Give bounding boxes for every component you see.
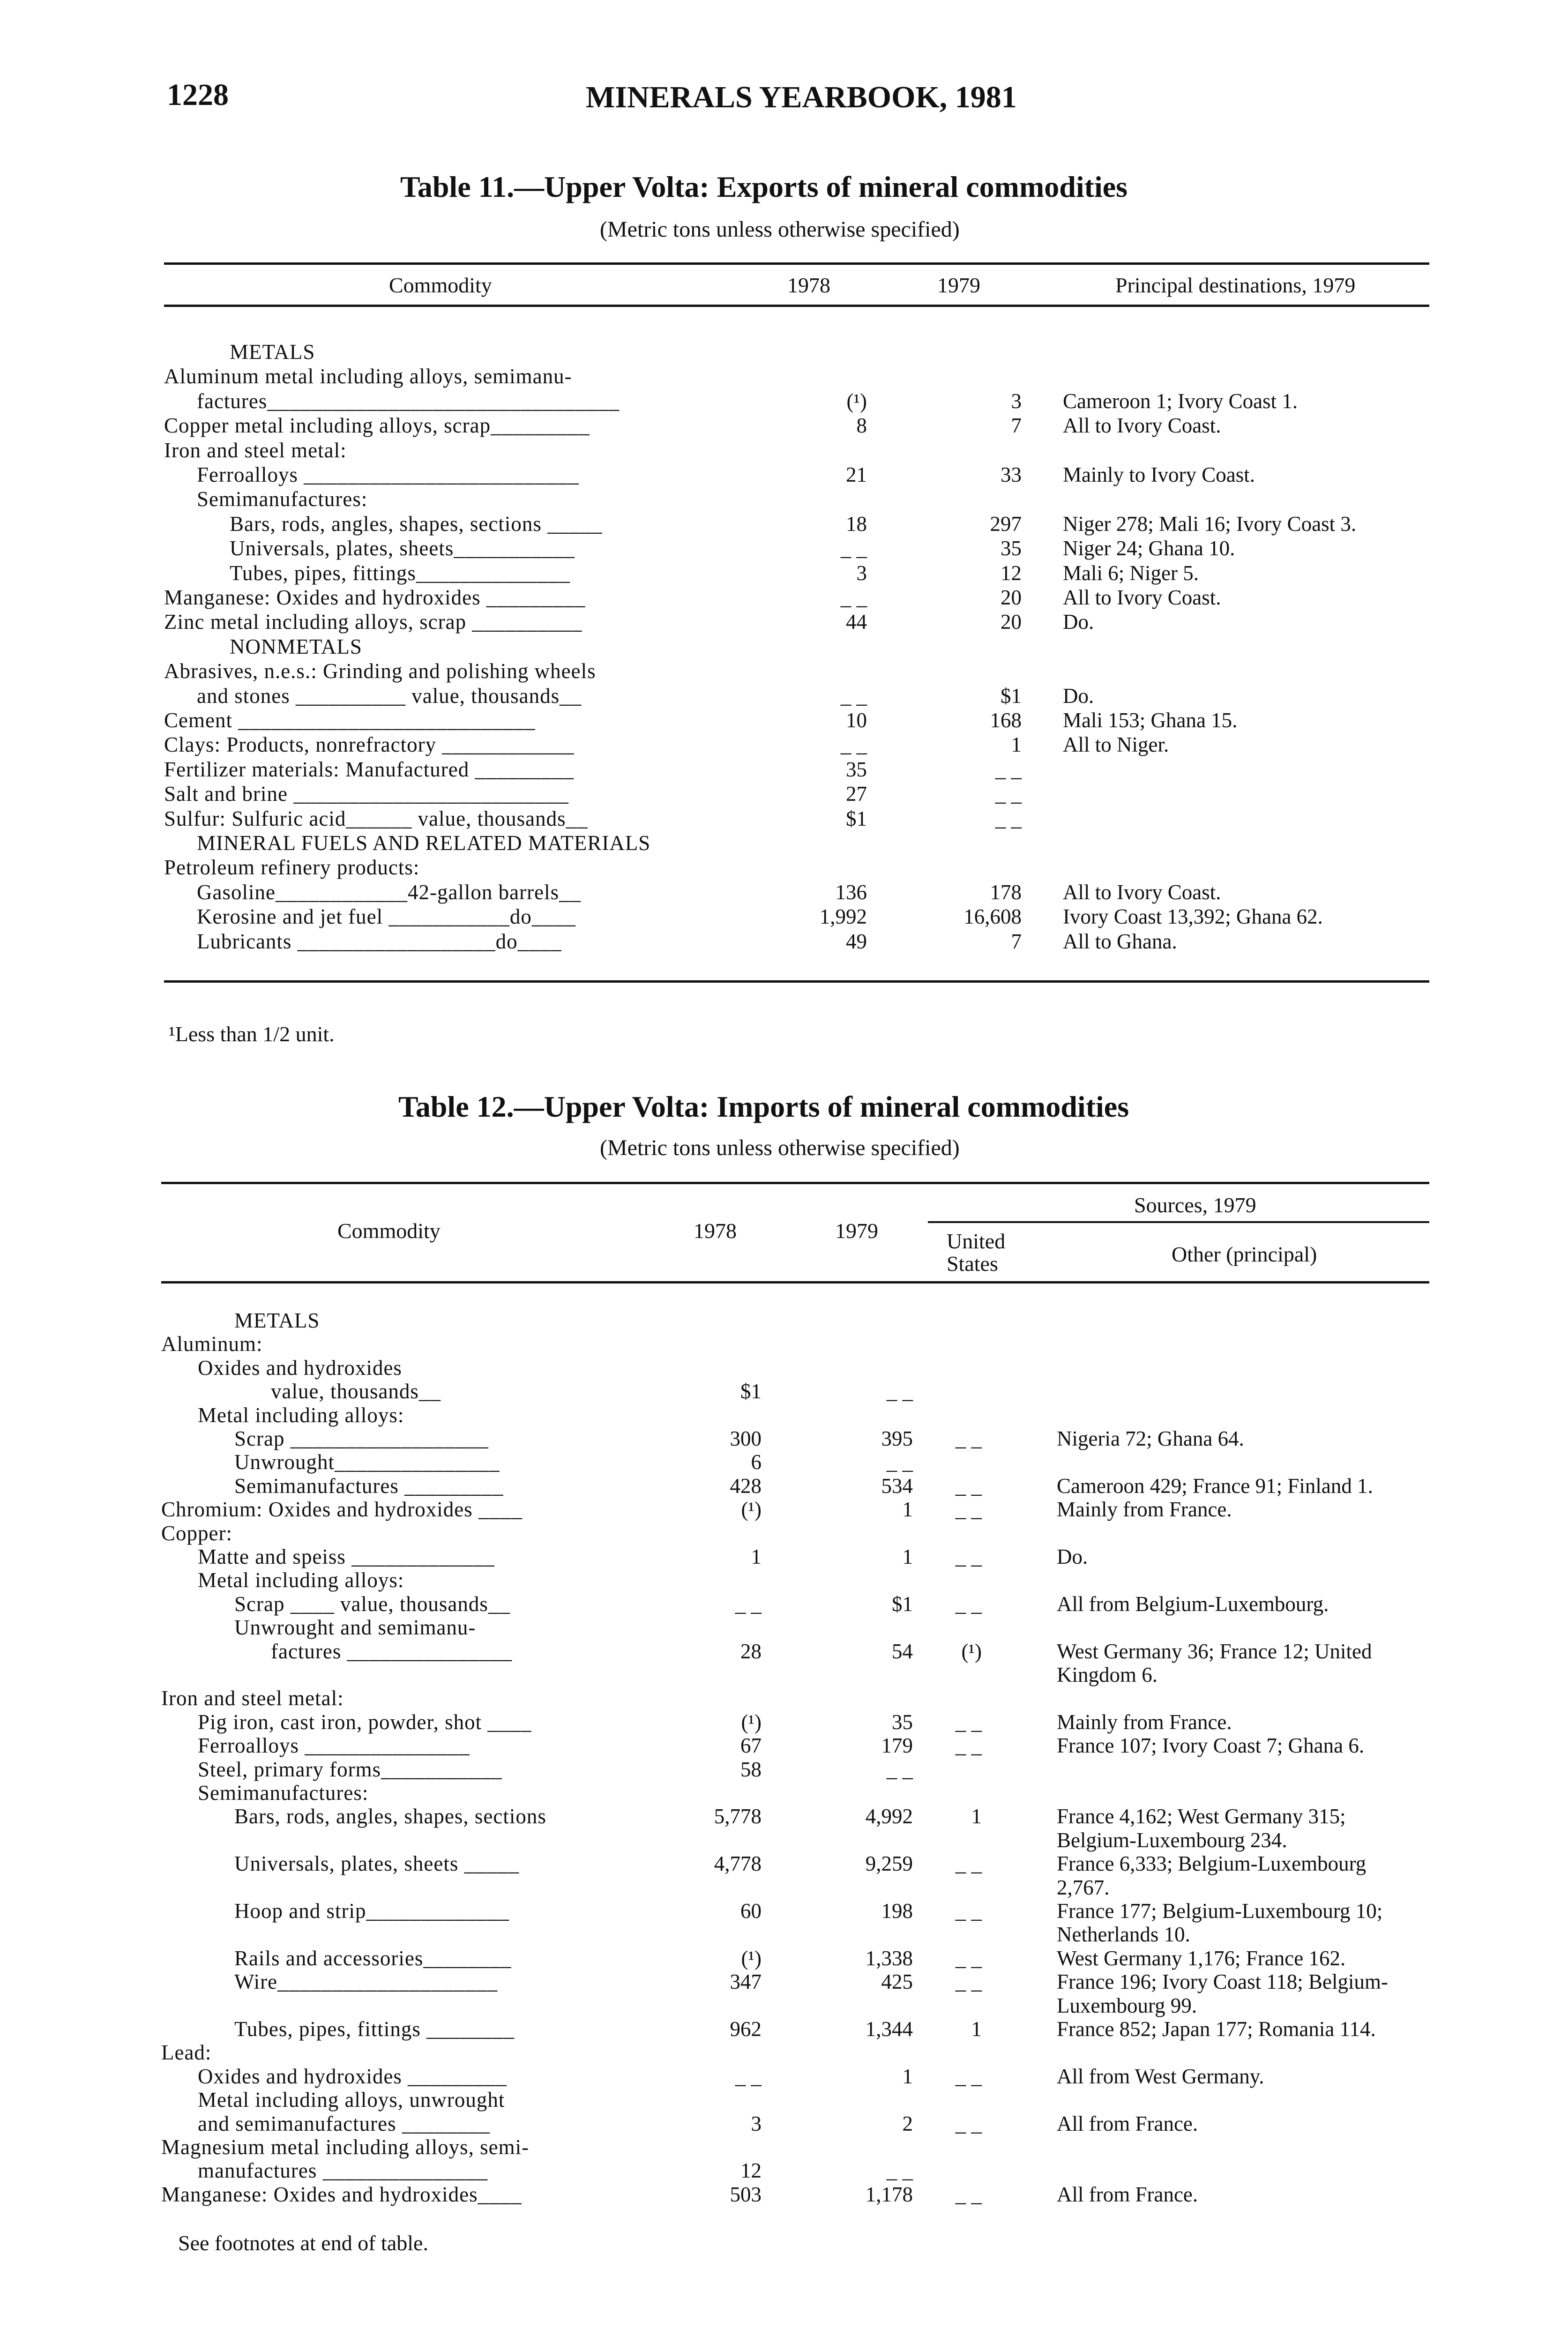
value-1978-cell: 35 <box>846 757 867 781</box>
destination-cell: All to Niger. <box>1063 733 1169 757</box>
value-1979-cell: 1 <box>902 1498 913 1522</box>
value-1979-cell: _ _ <box>886 1757 913 1781</box>
table-row <box>0 1946 1568 1970</box>
value-1978-cell: 27 <box>846 782 867 806</box>
commodity-cell: Universals, plates, sheets _____ <box>234 1852 520 1876</box>
table12-see-footnotes: See footnotes at end of table. <box>178 2231 428 2255</box>
table-row <box>0 1639 1568 1664</box>
table11-header-rule <box>164 305 1429 307</box>
table12-col-united: United <box>947 1229 1006 1253</box>
destination-cell: Ivory Coast 13,392; Ghana 62. <box>1063 905 1323 929</box>
value-1979-cell: 20 <box>1001 610 1022 634</box>
table-row <box>0 487 1568 511</box>
table-row <box>0 1710 1568 1734</box>
table-row <box>0 880 1568 904</box>
table-row <box>0 1804 1568 1828</box>
destination-cell: Niger 24; Ghana 10. <box>1063 537 1235 560</box>
united-states-cell: _ _ <box>955 1946 982 1970</box>
value-1979-cell: _ _ <box>886 1380 913 1403</box>
table-row <box>0 1686 1568 1710</box>
value-1978-cell: 136 <box>835 880 867 904</box>
value-1978-cell: 67 <box>740 1734 762 1758</box>
value-1979-cell: 198 <box>881 1899 913 1923</box>
other-sources-cell: France 107; Ivory Coast 7; Ghana 6. <box>1057 1734 1365 1758</box>
other-sources-cell: All from France. <box>1057 2112 1198 2135</box>
destination-cell: Mali 153; Ghana 15. <box>1063 709 1238 732</box>
value-1978-cell: (¹) <box>741 1498 762 1522</box>
commodity-cell: Manganese: Oxides and hydroxides _________ <box>164 586 586 609</box>
value-1978-cell: 21 <box>846 463 867 486</box>
table-row <box>0 536 1568 560</box>
table-row <box>0 904 1568 929</box>
commodity-cell: factures _______________ <box>271 1639 513 1663</box>
value-1979-cell: _ _ <box>995 782 1022 806</box>
value-1979-cell: 1 <box>902 1545 913 1568</box>
united-states-cell: 1 <box>971 2017 982 2041</box>
commodity-cell: Metal including alloys: <box>198 1403 404 1427</box>
value-1979-cell: 1 <box>902 2064 913 2088</box>
table-row <box>0 1970 1568 1994</box>
commodity-cell: Chromium: Oxides and hydroxides ____ <box>161 1498 523 1522</box>
table11-bottom-rule <box>164 980 1429 983</box>
commodity-cell: Steel, primary forms___________ <box>198 1757 502 1781</box>
commodity-cell: Aluminum metal including alloys, semimanu- <box>164 365 572 388</box>
table-row <box>0 1450 1568 1474</box>
table12-top-rule <box>161 1182 1429 1184</box>
commodity-cell: Zinc metal including alloys, scrap __________ <box>164 610 582 634</box>
value-1978-cell: _ _ <box>840 684 867 708</box>
commodity-cell: Oxides and hydroxides <box>198 1356 402 1380</box>
united-states-cell: _ _ <box>955 1427 982 1450</box>
table11-col-destinations: Principal destinations, 1979 <box>1115 273 1356 297</box>
table-row <box>0 1403 1568 1427</box>
value-1979-cell: 7 <box>1011 929 1022 953</box>
table-row <box>0 684 1568 708</box>
table12-title: Table 12.—Upper Volta: Imports of mineral commodities <box>398 1090 1129 1123</box>
value-1978-cell: 6 <box>751 1450 762 1474</box>
commodity-cell: Bars, rods, angles, shapes, sections _____ <box>230 512 603 536</box>
value-1979-cell: 35 <box>892 1710 913 1734</box>
commodity-cell: Rails and accessories________ <box>234 1946 512 1970</box>
value-1978-cell: 347 <box>730 1970 762 1994</box>
commodity-cell: Iron and steel metal: <box>164 438 347 462</box>
commodity-cell: Gasoline____________42-gallon barrels__ <box>197 880 582 904</box>
united-states-cell: _ _ <box>955 2064 982 2088</box>
value-1979-cell: 7 <box>1011 414 1022 438</box>
value-1978-cell: 428 <box>730 1474 762 1498</box>
table-row <box>0 2040 1568 2065</box>
value-1978-cell: 503 <box>730 2182 762 2206</box>
page-number: 1228 <box>167 78 229 112</box>
table-row <box>0 855 1568 880</box>
table11-col-commodity: Commodity <box>389 273 492 297</box>
value-1979-cell: 168 <box>990 709 1022 732</box>
value-1979-cell: 16,608 <box>963 905 1022 929</box>
commodity-cell: Abrasives, n.e.s.: Grinding and polishing wheels <box>164 659 596 683</box>
commodity-cell: and semimanufactures ________ <box>198 2112 490 2135</box>
table-row <box>0 1615 1568 1640</box>
value-1979-cell: 4,992 <box>865 1805 913 1828</box>
united-states-cell: _ _ <box>955 2182 982 2206</box>
commodity-cell: Fertilizer materials: Manufactured _________ <box>164 757 574 781</box>
commodity-cell: Pig iron, cast iron, powder, shot ____ <box>198 1710 532 1734</box>
commodity-cell: manufactures _______________ <box>198 2159 488 2183</box>
value-1978-cell: _ _ <box>840 733 867 757</box>
table-row <box>0 585 1568 610</box>
other-sources-cell: Cameroon 429; France 91; Finland 1. <box>1057 1474 1373 1498</box>
commodity-cell: Matte and speiss _____________ <box>198 1545 495 1568</box>
table12-header-rule <box>161 1281 1429 1283</box>
commodity-cell: Petroleum refinery products: <box>164 856 420 880</box>
destination-cell: Cameroon 1; Ivory Coast 1. <box>1063 389 1298 413</box>
value-1979-cell: 178 <box>990 880 1022 904</box>
table-row <box>0 2112 1568 2136</box>
destination-cell: Do. <box>1063 610 1094 634</box>
value-1979-cell: 35 <box>1001 537 1022 560</box>
table-row <box>0 2064 1568 2089</box>
other-sources-cell: 2,767. <box>1057 1875 1110 1899</box>
table-row <box>0 1875 1568 1900</box>
table-row <box>0 1781 1568 1805</box>
commodity-cell: Semimanufactures: <box>198 1781 369 1805</box>
table-row <box>0 732 1568 757</box>
table-row <box>0 782 1568 806</box>
value-1978-cell: 5,778 <box>714 1805 762 1828</box>
commodity-cell: Hoop and strip_____________ <box>234 1899 509 1923</box>
table-row <box>0 1332 1568 1356</box>
united-states-cell: _ _ <box>955 1498 982 1522</box>
table-row <box>0 389 1568 413</box>
united-states-cell: _ _ <box>955 1592 982 1616</box>
table-row <box>0 2182 1568 2207</box>
value-1978-cell: 3 <box>856 561 867 585</box>
destination-cell: All to Ivory Coast. <box>1063 880 1221 904</box>
table11-col-1978: 1978 <box>787 273 830 297</box>
commodity-cell: Salt and brine _________________________ <box>164 782 569 806</box>
united-states-cell: _ _ <box>955 1734 982 1758</box>
commodity-cell: Scrap __________________ <box>234 1427 489 1450</box>
table-row <box>0 1568 1568 1592</box>
commodity-cell: Wire____________________ <box>234 1970 498 1994</box>
destination-cell: Mali 6; Niger 5. <box>1063 561 1199 585</box>
commodity-cell: Metal including alloys, unwrought <box>198 2088 505 2112</box>
value-1978-cell: $1 <box>740 1380 762 1403</box>
table-row <box>0 2158 1568 2183</box>
commodity-cell: Lubricants __________________do____ <box>197 929 562 953</box>
value-1978-cell: 962 <box>730 2017 762 2041</box>
other-sources-cell: West Germany 36; France 12; United <box>1057 1639 1372 1663</box>
table12-col-other: Other (principal) <box>1172 1242 1317 1266</box>
commodity-cell: Iron and steel metal: <box>161 1686 344 1710</box>
table12-col-states: States <box>947 1252 998 1276</box>
value-1979-cell: 534 <box>881 1474 913 1498</box>
value-1978-cell: 3 <box>751 2112 762 2135</box>
commodity-cell: MINERAL FUELS AND RELATED MATERIALS <box>197 831 651 855</box>
value-1978-cell: _ _ <box>840 586 867 609</box>
table-row <box>0 610 1568 634</box>
table-row <box>0 2017 1568 2041</box>
value-1978-cell: 1 <box>751 1545 762 1568</box>
table12-col-sources: Sources, 1979 <box>1134 1193 1256 1217</box>
other-sources-cell: France 177; Belgium-Luxembourg 10; <box>1057 1899 1383 1923</box>
commodity-cell: Tubes, pipes, fittings______________ <box>230 561 570 585</box>
table-row <box>0 413 1568 438</box>
table-row <box>0 929 1568 954</box>
table-row <box>0 1757 1568 1782</box>
value-1979-cell: $1 <box>1001 684 1022 708</box>
united-states-cell: _ _ <box>955 1545 982 1568</box>
value-1978-cell: 8 <box>856 414 867 438</box>
table-row <box>0 659 1568 683</box>
commodity-cell: METALS <box>230 340 315 364</box>
united-states-cell: (¹) <box>961 1639 982 1663</box>
commodity-cell: Copper: <box>161 1521 232 1545</box>
other-sources-cell: Do. <box>1057 1545 1088 1568</box>
destination-cell: All to Ivory Coast. <box>1063 586 1221 609</box>
table-row <box>0 1592 1568 1616</box>
commodity-cell: Clays: Products, nonrefractory ____________ <box>164 733 575 757</box>
commodity-cell: Scrap ____ value, thousands__ <box>234 1592 510 1616</box>
commodity-cell: Kerosine and jet fuel ___________do____ <box>197 905 576 929</box>
other-sources-cell: All from West Germany. <box>1057 2064 1264 2088</box>
table12-subtitle: (Metric tons unless otherwise specified) <box>600 1135 960 1160</box>
other-sources-cell: Mainly from France. <box>1057 1710 1232 1734</box>
value-1978-cell: 18 <box>846 512 867 536</box>
value-1979-cell: 297 <box>990 512 1022 536</box>
value-1979-cell: 395 <box>881 1427 913 1450</box>
table-row <box>0 1497 1568 1522</box>
commodity-cell: Tubes, pipes, fittings ________ <box>234 2017 515 2041</box>
commodity-cell: Copper metal including alloys, scrap_________ <box>164 414 590 438</box>
table12-sources-rule <box>928 1221 1429 1223</box>
value-1979-cell: 3 <box>1011 389 1022 413</box>
table11-col-1979: 1979 <box>937 273 980 297</box>
table-row <box>0 1851 1568 1876</box>
united-states-cell: _ _ <box>955 1710 982 1734</box>
commodity-cell: and stones __________ value, thousands__ <box>197 684 582 708</box>
value-1978-cell: 58 <box>740 1757 762 1781</box>
value-1978-cell: (¹) <box>846 389 867 413</box>
commodity-cell: Sulfur: Sulfuric acid______ value, thousands__ <box>164 806 588 830</box>
other-sources-cell: Netherlands 10. <box>1057 1923 1190 1947</box>
table-row <box>0 1993 1568 2018</box>
table-row <box>0 1733 1568 1758</box>
value-1979-cell: 1,344 <box>865 2017 913 2041</box>
other-sources-cell: Mainly from France. <box>1057 1498 1232 1522</box>
other-sources-cell: All from France. <box>1057 2182 1198 2206</box>
value-1978-cell: 60 <box>740 1899 762 1923</box>
commodity-cell: Aluminum: <box>161 1332 263 1356</box>
value-1978-cell: 12 <box>740 2159 762 2183</box>
table-row <box>0 1922 1568 1947</box>
table12-col-1978: 1978 <box>694 1219 737 1243</box>
united-states-cell: 1 <box>971 1805 982 1828</box>
commodity-cell: Unwrought_______________ <box>234 1450 500 1474</box>
destination-cell: All to Ivory Coast. <box>1063 414 1221 438</box>
commodity-cell: Semimanufactures _________ <box>234 1474 504 1498</box>
value-1978-cell: _ _ <box>735 2064 762 2088</box>
table11-subtitle: (Metric tons unless otherwise specified) <box>600 217 960 242</box>
other-sources-cell: Kingdom 6. <box>1057 1663 1158 1686</box>
value-1979-cell: _ _ <box>886 2159 913 2183</box>
other-sources-cell: Luxembourg 99. <box>1057 1993 1197 2017</box>
table-row <box>0 757 1568 782</box>
table-row <box>0 1828 1568 1852</box>
commodity-cell: Semimanufactures: <box>197 487 368 511</box>
table-row <box>0 512 1568 536</box>
value-1979-cell: _ _ <box>995 757 1022 781</box>
commodity-cell: Metal including alloys: <box>198 1568 404 1592</box>
other-sources-cell: France 196; Ivory Coast 118; Belgium- <box>1057 1970 1388 1994</box>
value-1978-cell: (¹) <box>741 1946 762 1970</box>
commodity-cell: METALS <box>234 1309 320 1332</box>
table-row <box>0 831 1568 855</box>
destination-cell: Niger 278; Mali 16; Ivory Coast 3. <box>1063 512 1357 536</box>
value-1978-cell: 49 <box>846 929 867 953</box>
value-1978-cell: 10 <box>846 709 867 732</box>
table-row <box>0 634 1568 659</box>
destination-cell: Mainly to Ivory Coast. <box>1063 463 1255 486</box>
value-1978-cell: 4,778 <box>714 1852 762 1876</box>
value-1979-cell: 1 <box>1011 733 1022 757</box>
commodity-cell: Cement ___________________________ <box>164 709 536 732</box>
commodity-cell: factures________________________________ <box>197 389 620 413</box>
value-1979-cell: 179 <box>881 1734 913 1758</box>
value-1978-cell: _ _ <box>735 1592 762 1616</box>
value-1979-cell: 20 <box>1001 586 1022 609</box>
commodity-cell: Bars, rods, angles, shapes, sections <box>234 1805 546 1828</box>
value-1978-cell: 300 <box>730 1427 762 1450</box>
table11-top-rule <box>164 262 1429 265</box>
destination-cell: Do. <box>1063 684 1094 708</box>
running-head: MINERALS YEARBOOK, 1981 <box>586 80 1017 114</box>
value-1978-cell: _ _ <box>840 537 867 560</box>
united-states-cell: _ _ <box>955 1970 982 1994</box>
value-1979-cell: 33 <box>1001 463 1022 486</box>
value-1979-cell: 12 <box>1001 561 1022 585</box>
table-row <box>0 708 1568 732</box>
united-states-cell: _ _ <box>955 1852 982 1876</box>
table-row <box>0 806 1568 831</box>
value-1979-cell: _ _ <box>995 806 1022 830</box>
value-1978-cell: 44 <box>846 610 867 634</box>
table-row <box>0 364 1568 388</box>
commodity-cell: NONMETALS <box>230 634 362 658</box>
other-sources-cell: Belgium-Luxembourg 234. <box>1057 1828 1287 1852</box>
value-1979-cell: 425 <box>881 1970 913 1994</box>
table-row <box>0 1663 1568 1687</box>
commodity-cell: Magnesium metal including alloys, semi- <box>161 2135 530 2159</box>
value-1979-cell: 1,338 <box>865 1946 913 1970</box>
commodity-cell: Unwrought and semimanu- <box>234 1616 476 1640</box>
table12-col-commodity: Commodity <box>337 1219 441 1243</box>
value-1979-cell: 2 <box>902 2112 913 2135</box>
table12-col-1979: 1979 <box>835 1219 878 1243</box>
table-row <box>0 1308 1568 1333</box>
united-states-cell: _ _ <box>955 2112 982 2135</box>
value-1978-cell: 28 <box>740 1639 762 1663</box>
value-1978-cell: (¹) <box>741 1710 762 1734</box>
table-row <box>0 2088 1568 2112</box>
commodity-cell: Manganese: Oxides and hydroxides____ <box>161 2182 522 2206</box>
table-row <box>0 1545 1568 1569</box>
other-sources-cell: West Germany 1,176; France 162. <box>1057 1946 1346 1970</box>
other-sources-cell: France 852; Japan 177; Romania 114. <box>1057 2017 1376 2041</box>
value-1978-cell: 1,992 <box>819 905 867 929</box>
table11-title: Table 11.—Upper Volta: Exports of mineral commodities <box>400 170 1128 203</box>
commodity-cell: Lead: <box>161 2041 212 2065</box>
table-row <box>0 561 1568 585</box>
table-row <box>0 1426 1568 1451</box>
table-row <box>0 1521 1568 1545</box>
table-row <box>0 1474 1568 1498</box>
commodity-cell: Oxides and hydroxides _________ <box>198 2064 507 2088</box>
table-row <box>0 2135 1568 2159</box>
other-sources-cell: All from Belgium-Luxembourg. <box>1057 1592 1329 1616</box>
commodity-cell: value, thousands__ <box>271 1380 441 1403</box>
other-sources-cell: Nigeria 72; Ghana 64. <box>1057 1427 1244 1450</box>
value-1979-cell: 1,178 <box>865 2182 913 2206</box>
table11-footnote: ¹Less than 1/2 unit. <box>169 1022 335 1046</box>
united-states-cell: _ _ <box>955 1899 982 1923</box>
destination-cell: All to Ghana. <box>1063 929 1177 953</box>
value-1978-cell: $1 <box>846 806 867 830</box>
other-sources-cell: France 6,333; Belgium-Luxembourg <box>1057 1852 1366 1876</box>
value-1979-cell: 54 <box>892 1639 913 1663</box>
value-1979-cell: 9,259 <box>865 1852 913 1876</box>
table-row <box>0 1379 1568 1403</box>
united-states-cell: _ _ <box>955 1474 982 1498</box>
table-row <box>0 1356 1568 1380</box>
table-row <box>0 340 1568 364</box>
commodity-cell: Universals, plates, sheets___________ <box>230 537 575 560</box>
table-row <box>0 438 1568 463</box>
other-sources-cell: France 4,162; West Germany 315; <box>1057 1805 1346 1828</box>
value-1979-cell: _ _ <box>886 1450 913 1474</box>
table-row <box>0 463 1568 487</box>
table-row <box>0 1899 1568 1923</box>
value-1979-cell: $1 <box>892 1592 913 1616</box>
commodity-cell: Ferroalloys _______________ <box>198 1734 470 1758</box>
commodity-cell: Ferroalloys _________________________ <box>197 463 579 486</box>
